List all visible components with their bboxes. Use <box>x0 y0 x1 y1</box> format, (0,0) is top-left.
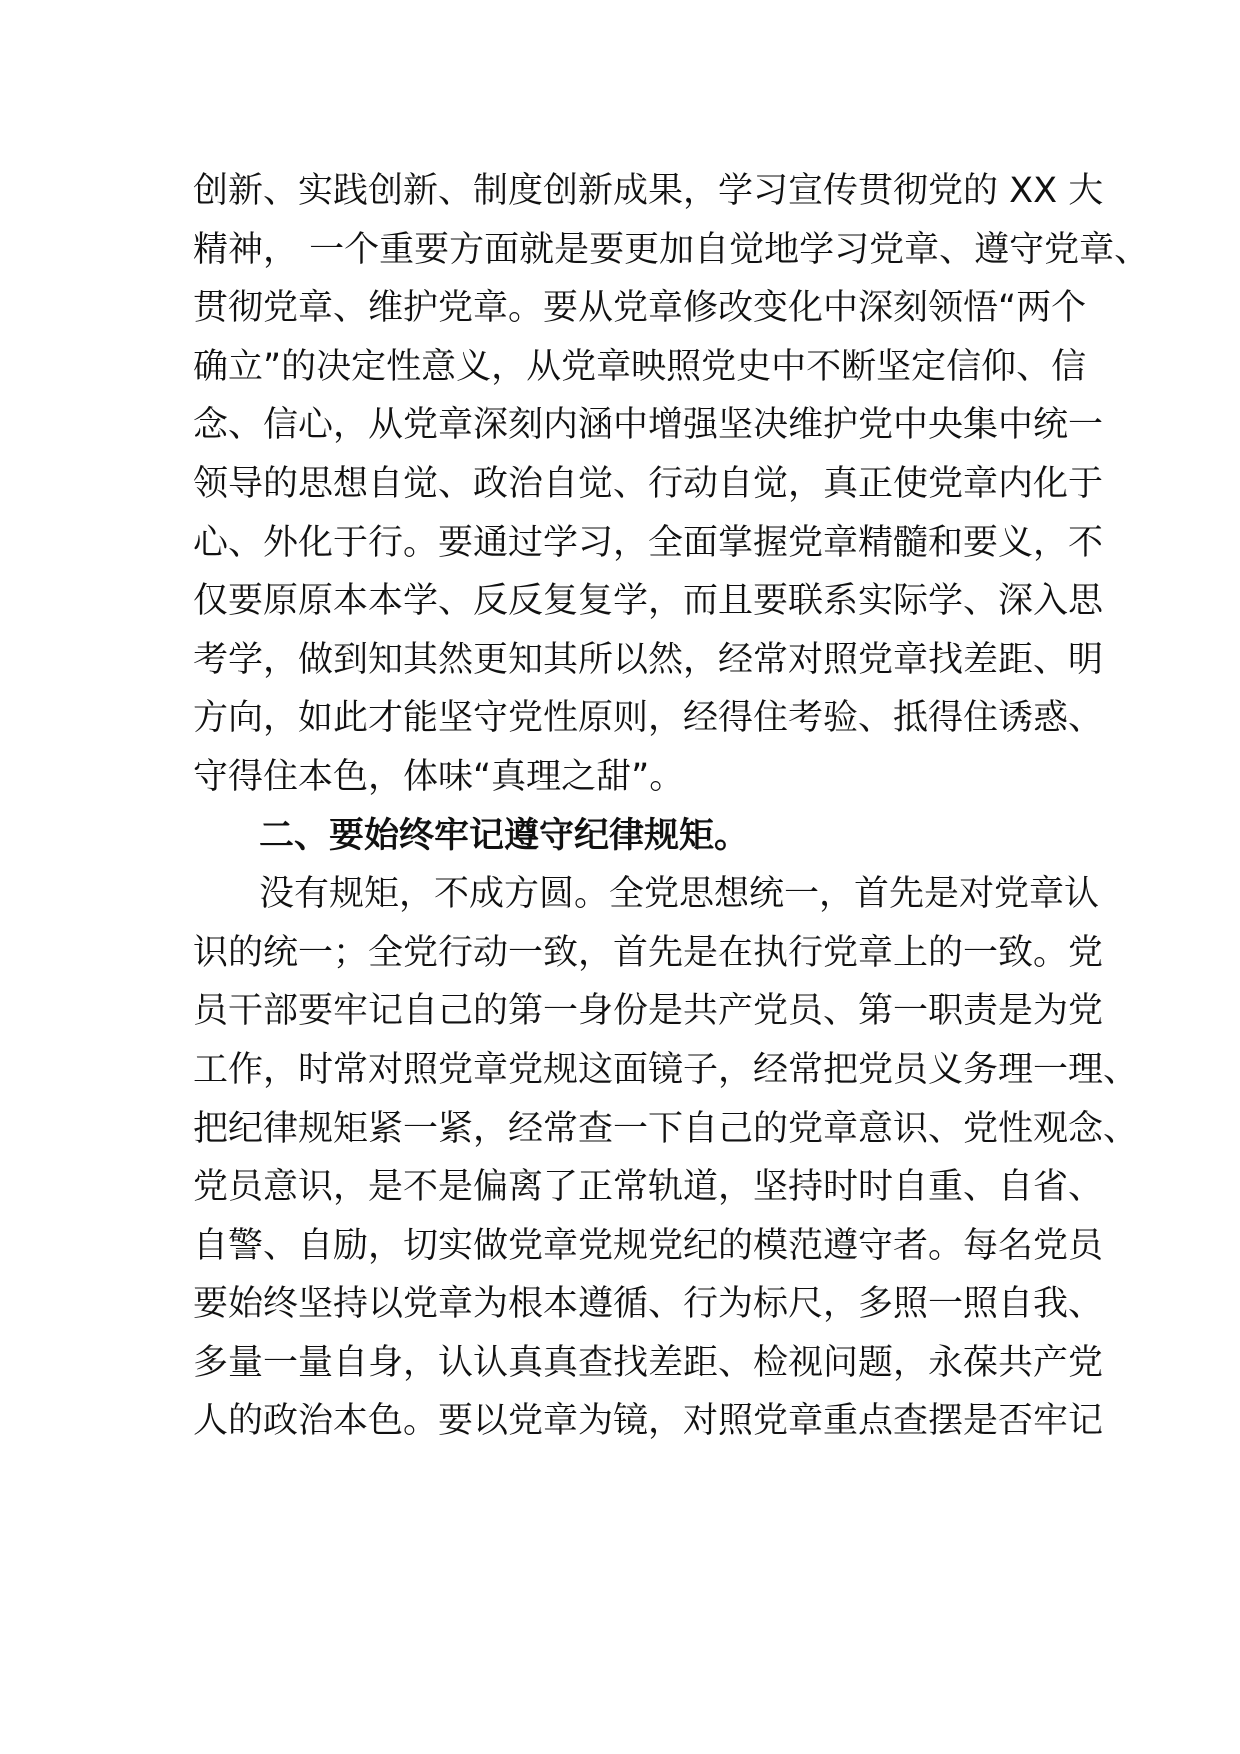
paragraph-line: 考学，做到知其然更知其所以然，经常对照党章找差距、明 <box>193 639 1104 680</box>
paragraph-line: 方向，如此才能坚守党性原则，经得住考验、抵得住诱惑、 <box>193 698 1104 739</box>
paragraph-1 <box>193 162 1150 807</box>
paragraph-line: 人的政治本色。要以党章为镜，对照党章重点查摆是否牢记 <box>193 1401 1104 1442</box>
document-body <box>193 162 1150 1451</box>
paragraph-line: 自警、自励，切实做党章党规党纪的模范遵守者。每名党员 <box>193 1225 1104 1266</box>
paragraph-line: 守得住本色，体味“真理之甜”。 <box>193 756 685 797</box>
paragraph-2 <box>193 865 1139 1451</box>
paragraph-line: 念、信心，从党章深刻内涵中增强坚决维护党中央集中统一 <box>193 405 1104 446</box>
paragraph-line: 仅要原原本本学、反反复复学，而且要联系实际学、深入思 <box>193 581 1104 622</box>
paragraph-line: 心、外化于行。要通过学习，全面掌握党章精髓和要义，不 <box>193 522 1104 563</box>
paragraph-line: 员干部要牢记自己的第一身份是共产党员、第一职责是为党 <box>193 991 1104 1032</box>
paragraph-line: 党员意识，是不是偏离了正常轨道，坚持时时自重、自省、 <box>193 1167 1104 1208</box>
paragraph-line: 贯彻党章、维护党章。要从党章修改变化中深刻领悟“两个 <box>193 288 1087 329</box>
paragraph-line: 确立”的决定性意义，从党章映照党史中不断坚定信仰、信 <box>193 346 1087 387</box>
paragraph-line: 工作，时常对照党章党规这面镜子，经常把党员义务理一理、 <box>193 1049 1139 1090</box>
paragraph-line: 多量一量自身，认认真真查找差距、检视问题，永葆共产党 <box>193 1342 1104 1383</box>
paragraph-line: 精神， 一个重要方面就是要更加自觉地学习党章、遵守党章、 <box>193 229 1150 270</box>
paragraph-line: 识的统一；全党行动一致，首先是在执行党章上的一致。党 <box>193 932 1104 973</box>
paragraph-line: 要始终坚持以党章为根本遵循、行为标尺，多照一照自我、 <box>193 1284 1104 1325</box>
section-heading: 二、要始终牢记遵守纪律规矩。 <box>259 815 750 856</box>
paragraph-line: 没有规矩，不成方圆。全党思想统一，首先是对党章认 <box>259 874 1100 915</box>
paragraph-line: 领导的思想自觉、政治自觉、行动自觉，真正使党章内化于 <box>193 463 1104 504</box>
paragraph-line: 创新、实践创新、制度创新成果，学习宣传贯彻党的 XX 大 <box>193 171 1104 211</box>
paragraph-line: 把纪律规矩紧一紧，经常查一下自己的党章意识、党性观念、 <box>193 1108 1139 1149</box>
